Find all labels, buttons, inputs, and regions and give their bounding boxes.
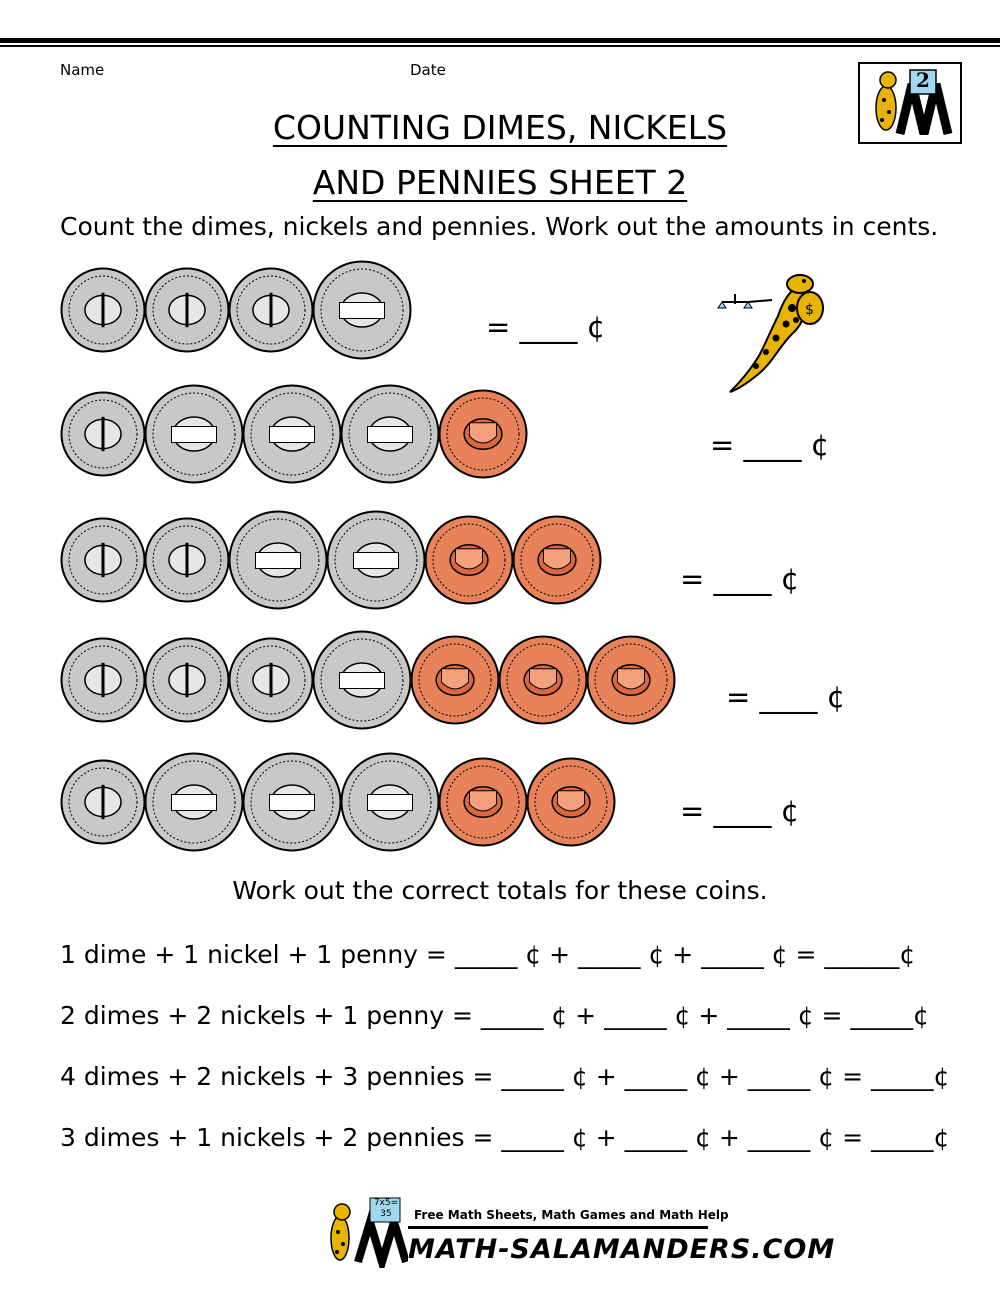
question-1-expression: 1 dime + 1 nickel + 1 penny = bbox=[60, 940, 455, 969]
coin-nickel bbox=[340, 752, 440, 852]
coin-dime bbox=[60, 391, 146, 477]
answer-blank-1[interactable]: = ____ ¢ bbox=[486, 310, 606, 344]
coin-nickel bbox=[326, 510, 426, 610]
date-label: Date bbox=[410, 61, 446, 79]
coin-nickel bbox=[242, 752, 342, 852]
question-2-expression: 2 dimes + 2 nickels + 1 penny = bbox=[60, 1001, 481, 1030]
page-title-line2: AND PENNIES SHEET 2 bbox=[312, 163, 688, 202]
coin-nickel bbox=[242, 384, 342, 484]
question-4 bbox=[60, 1123, 949, 1152]
instructions: Count the dimes, nickels and pennies. Work out the amounts in cents. bbox=[60, 212, 939, 241]
question-3 bbox=[60, 1062, 949, 1091]
coin-nickel bbox=[312, 260, 412, 360]
coin-nickel bbox=[312, 630, 412, 730]
name-label: Name bbox=[60, 61, 105, 79]
coin-penny bbox=[438, 389, 528, 479]
question-4-blanks[interactable]: _____ ¢ + _____ ¢ + _____ ¢ = _____¢ bbox=[501, 1123, 950, 1152]
footer-logo-digits: 7x5= 35 bbox=[373, 1198, 399, 1219]
coin-penny bbox=[526, 757, 616, 847]
question-4-expression: 3 dimes + 1 nickels + 2 pennies = bbox=[60, 1123, 502, 1152]
coin-dime bbox=[144, 267, 230, 353]
question-2-blanks[interactable]: _____ ¢ + _____ ¢ + _____ ¢ = _____¢ bbox=[480, 1001, 929, 1030]
coin-penny bbox=[586, 635, 676, 725]
top-border bbox=[0, 38, 1000, 43]
coin-nickel bbox=[144, 752, 244, 852]
question-1-blanks[interactable]: _____ ¢ + _____ ¢ + _____ ¢ = ______¢ bbox=[454, 940, 916, 969]
coin-row-5 bbox=[60, 752, 980, 852]
question-2 bbox=[60, 1001, 929, 1030]
coin-penny bbox=[424, 515, 514, 605]
top-border-thin bbox=[0, 45, 1000, 47]
coin-nickel bbox=[228, 510, 328, 610]
footer-logo bbox=[318, 1196, 408, 1272]
question-3-blanks[interactable]: _____ ¢ + _____ ¢ + _____ ¢ = _____¢ bbox=[501, 1062, 950, 1091]
svg-text:$: $ bbox=[805, 302, 814, 318]
coin-dime bbox=[60, 759, 146, 845]
footer-rule bbox=[408, 1226, 708, 1229]
coin-dime bbox=[60, 517, 146, 603]
coin-row-3 bbox=[60, 510, 980, 610]
answer-blank-4[interactable]: = ____ ¢ bbox=[726, 680, 846, 714]
question-1 bbox=[60, 940, 915, 969]
question-3-expression: 4 dimes + 2 nickels + 3 pennies = bbox=[60, 1062, 502, 1091]
coin-dime bbox=[228, 267, 314, 353]
coin-dime bbox=[60, 637, 146, 723]
answer-blank-2[interactable]: = ____ ¢ bbox=[710, 428, 830, 462]
coin-penny bbox=[438, 757, 528, 847]
coin-row-2 bbox=[60, 384, 980, 484]
answer-blank-3[interactable]: = ____ ¢ bbox=[680, 562, 800, 596]
coin-penny bbox=[410, 635, 500, 725]
subheading: Work out the correct totals for these coins. bbox=[232, 876, 768, 905]
footer-site[interactable]: MATH-SALAMANDERS.COM bbox=[408, 1234, 836, 1265]
coin-dime bbox=[60, 267, 146, 353]
coin-penny bbox=[498, 635, 588, 725]
footer-tagline: Free Math Sheets, Math Games and Math Help bbox=[414, 1208, 729, 1222]
coin-nickel bbox=[340, 384, 440, 484]
coin-penny bbox=[512, 515, 602, 605]
coin-nickel bbox=[144, 384, 244, 484]
coin-dime bbox=[228, 637, 314, 723]
coin-dime bbox=[144, 517, 230, 603]
coin-dime bbox=[144, 637, 230, 723]
answer-blank-5[interactable]: = ____ ¢ bbox=[680, 794, 800, 828]
page-title-line1: COUNTING DIMES, NICKELS bbox=[272, 108, 728, 147]
grade-number: 2 bbox=[916, 68, 930, 92]
